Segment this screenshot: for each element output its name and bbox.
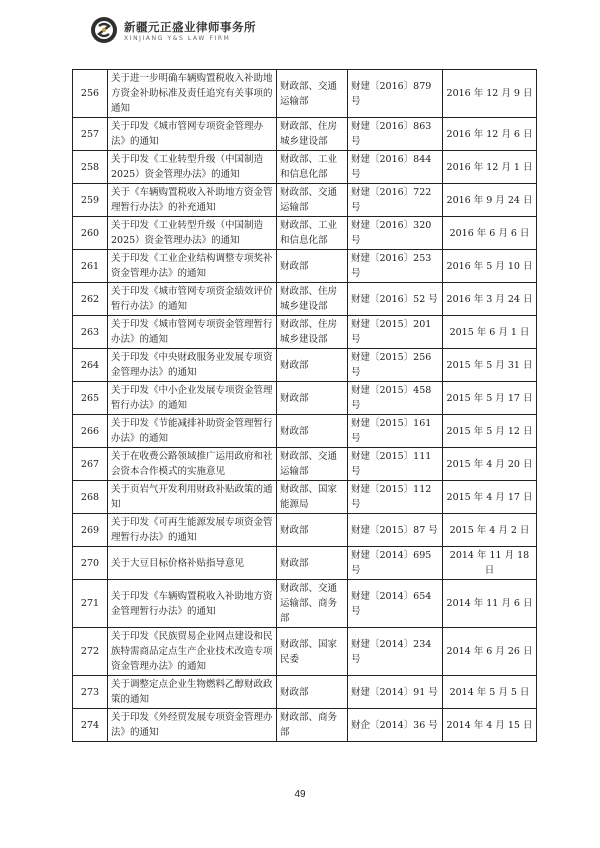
page-header xyxy=(90,14,290,54)
document-title: 关于《车辆购置税收入补助地方资金管理暂行办法》的补充通知 xyxy=(108,184,277,217)
issue-date: 2015 年 5 月 31 日 xyxy=(443,349,537,382)
issue-date: 2014 年 6 月 26 日 xyxy=(443,628,537,676)
document-title: 关于在收费公路领域推广运用政府和社会资本合作模式的实施意见 xyxy=(108,448,277,481)
issue-date: 2014 年 11 月 6 日 xyxy=(443,580,537,628)
document-title: 关于印发《中小企业发展专项资金管理暂行办法》的通知 xyxy=(108,382,277,415)
row-number: 256 xyxy=(73,70,108,118)
table-row xyxy=(73,676,537,709)
page-number: 49 xyxy=(294,789,306,800)
issue-date: 2015 年 6 月 1 日 xyxy=(443,316,537,349)
row-number: 269 xyxy=(73,514,108,547)
row-number: 258 xyxy=(73,151,108,184)
document-title: 关于页岩气开发利用财政补贴政策的通知 xyxy=(108,481,277,514)
table-row xyxy=(73,415,537,448)
document-number: 财建〔2014〕91 号 xyxy=(348,676,443,709)
table-row xyxy=(73,547,537,580)
document-title: 关于印发《中央财政服务业发展专项资金管理办法》的通知 xyxy=(108,349,277,382)
issue-date: 2015 年 4 月 2 日 xyxy=(443,514,537,547)
issue-date: 2016 年 12 月 9 日 xyxy=(443,70,537,118)
row-number: 268 xyxy=(73,481,108,514)
regulations-table-body xyxy=(73,70,537,742)
issuing-department: 财政部、交通运输部 xyxy=(277,448,348,481)
table-row xyxy=(73,283,537,316)
document-number: 财建〔2015〕111 号 xyxy=(348,448,443,481)
issuing-department: 财政部、工业和信息化部 xyxy=(277,217,348,250)
table-row xyxy=(73,316,537,349)
issuing-department: 财政部 xyxy=(277,676,348,709)
issuing-department: 财政部、交通运输部、商务部 xyxy=(277,580,348,628)
issue-date: 2016 年 12 月 1 日 xyxy=(443,151,537,184)
table-row xyxy=(73,70,537,118)
issue-date: 2016 年 12 月 6 日 xyxy=(443,118,537,151)
row-number: 259 xyxy=(73,184,108,217)
document-number: 财建〔2015〕256 号 xyxy=(348,349,443,382)
table-row xyxy=(73,217,537,250)
row-number: 257 xyxy=(73,118,108,151)
document-number: 财建〔2015〕87 号 xyxy=(348,514,443,547)
table-row xyxy=(73,481,537,514)
table-row xyxy=(73,709,537,742)
issuing-department: 财政部 xyxy=(277,415,348,448)
issuing-department: 财政部 xyxy=(277,349,348,382)
document-title: 关于印发《民族贸易企业网点建设和民族特需商品定点生产企业技术改造专项资金管理办法》的通知 xyxy=(108,628,277,676)
document-title: 关于印发《城市管网专项资金绩效评价暂行办法》的通知 xyxy=(108,283,277,316)
document-title: 关于印发《可再生能源发展专项资金管理暂行办法》的通知 xyxy=(108,514,277,547)
document-number: 财建〔2015〕458 号 xyxy=(348,382,443,415)
table-row xyxy=(73,628,537,676)
table-row xyxy=(73,250,537,283)
issuing-department: 财政部、国家民委 xyxy=(277,628,348,676)
table-row xyxy=(73,118,537,151)
regulations-table xyxy=(72,69,537,742)
document-title: 关于印发《车辆购置税收入补助地方资金管理暂行办法》的通知 xyxy=(108,580,277,628)
table-row xyxy=(73,382,537,415)
issuing-department: 财政部、国家能源局 xyxy=(277,481,348,514)
document-number: 财建〔2016〕722 号 xyxy=(348,184,443,217)
row-number: 270 xyxy=(73,547,108,580)
document-title: 关于大豆目标价格补贴指导意见 xyxy=(108,547,277,580)
document-number: 财建〔2016〕253 号 xyxy=(348,250,443,283)
issue-date: 2016 年 3 月 24 日 xyxy=(443,283,537,316)
issue-date: 2014 年 5 月 5 日 xyxy=(443,676,537,709)
document-number: 财建〔2016〕863 号 xyxy=(348,118,443,151)
firm-name-cn: 新疆元正盛业律师事务所 xyxy=(124,20,256,34)
issuing-department: 财政部、住房城乡建设部 xyxy=(277,316,348,349)
issuing-department: 财政部 xyxy=(277,382,348,415)
issuing-department: 财政部、住房城乡建设部 xyxy=(277,118,348,151)
row-number: 271 xyxy=(73,580,108,628)
issuing-department: 财政部、工业和信息化部 xyxy=(277,151,348,184)
issue-date: 2016 年 5 月 10 日 xyxy=(443,250,537,283)
issue-date: 2016 年 6 月 6 日 xyxy=(443,217,537,250)
issuing-department: 财政部、交通运输部 xyxy=(277,184,348,217)
row-number: 273 xyxy=(73,676,108,709)
document-title: 关于印发《外经贸发展专项资金管理办法》的通知 xyxy=(108,709,277,742)
table-row xyxy=(73,448,537,481)
document-number: 财企〔2014〕36 号 xyxy=(348,709,443,742)
document-number: 财建〔2015〕112 号 xyxy=(348,481,443,514)
document-number: 财建〔2016〕320 号 xyxy=(348,217,443,250)
issue-date: 2015 年 4 月 20 日 xyxy=(443,448,537,481)
issue-date: 2016 年 9 月 24 日 xyxy=(443,184,537,217)
row-number: 262 xyxy=(73,283,108,316)
document-number: 财建〔2014〕654 号 xyxy=(348,580,443,628)
issue-date: 2014 年 4 月 15 日 xyxy=(443,709,537,742)
row-number: 265 xyxy=(73,382,108,415)
issue-date: 2015 年 5 月 17 日 xyxy=(443,382,537,415)
row-number: 263 xyxy=(73,316,108,349)
issuing-department: 财政部、住房城乡建设部 xyxy=(277,283,348,316)
document-title: 关于印发《节能减排补助资金管理暂行办法》的通知 xyxy=(108,415,277,448)
table-row xyxy=(73,514,537,547)
issue-date: 2015 年 4 月 17 日 xyxy=(443,481,537,514)
firm-logo-icon xyxy=(90,16,118,44)
document-title: 关于印发《工业企业结构调整专项奖补资金管理办法》的通知 xyxy=(108,250,277,283)
document-title: 关于印发《城市管网专项资金管理暂行办法》的通知 xyxy=(108,316,277,349)
issuing-department: 财政部、交通运输部 xyxy=(277,70,348,118)
document-title: 关于调整定点企业生物燃料乙醇财政政策的通知 xyxy=(108,676,277,709)
issuing-department: 财政部、商务部 xyxy=(277,709,348,742)
table-row xyxy=(73,151,537,184)
row-number: 272 xyxy=(73,628,108,676)
document-title: 关于印发《工业转型升级（中国制造 2025）资金管理办法》的通知 xyxy=(108,151,277,184)
issuing-department: 财政部 xyxy=(277,514,348,547)
issuing-department: 财政部 xyxy=(277,547,348,580)
row-number: 266 xyxy=(73,415,108,448)
document-number: 财建〔2014〕234 号 xyxy=(348,628,443,676)
document-number: 财建〔2015〕161 号 xyxy=(348,415,443,448)
table-row xyxy=(73,184,537,217)
issue-date: 2014 年 11 月 18 日 xyxy=(443,547,537,580)
document-number: 财建〔2016〕52 号 xyxy=(348,283,443,316)
document-number: 财建〔2016〕844 号 xyxy=(348,151,443,184)
issuing-department: 财政部 xyxy=(277,250,348,283)
document-number: 财建〔2015〕201 号 xyxy=(348,316,443,349)
document-number: 财建〔2016〕879 号 xyxy=(348,70,443,118)
row-number: 261 xyxy=(73,250,108,283)
issue-date: 2015 年 5 月 12 日 xyxy=(443,415,537,448)
row-number: 264 xyxy=(73,349,108,382)
document-title: 关于进一步明确车辆购置税收入补助地方资金补助标准及责任追究有关事项的通知 xyxy=(108,70,277,118)
row-number: 267 xyxy=(73,448,108,481)
document-title: 关于印发《城市管网专项资金管理办法》的通知 xyxy=(108,118,277,151)
firm-name-en: XINJIANG Y&S LAW FIRM xyxy=(124,35,231,42)
document-title: 关于印发《工业转型升级（中国制造 2025）资金管理办法》的通知 xyxy=(108,217,277,250)
row-number: 260 xyxy=(73,217,108,250)
document-number: 财建〔2014〕695 号 xyxy=(348,547,443,580)
table-row xyxy=(73,580,537,628)
row-number: 274 xyxy=(73,709,108,742)
table-row xyxy=(73,349,537,382)
